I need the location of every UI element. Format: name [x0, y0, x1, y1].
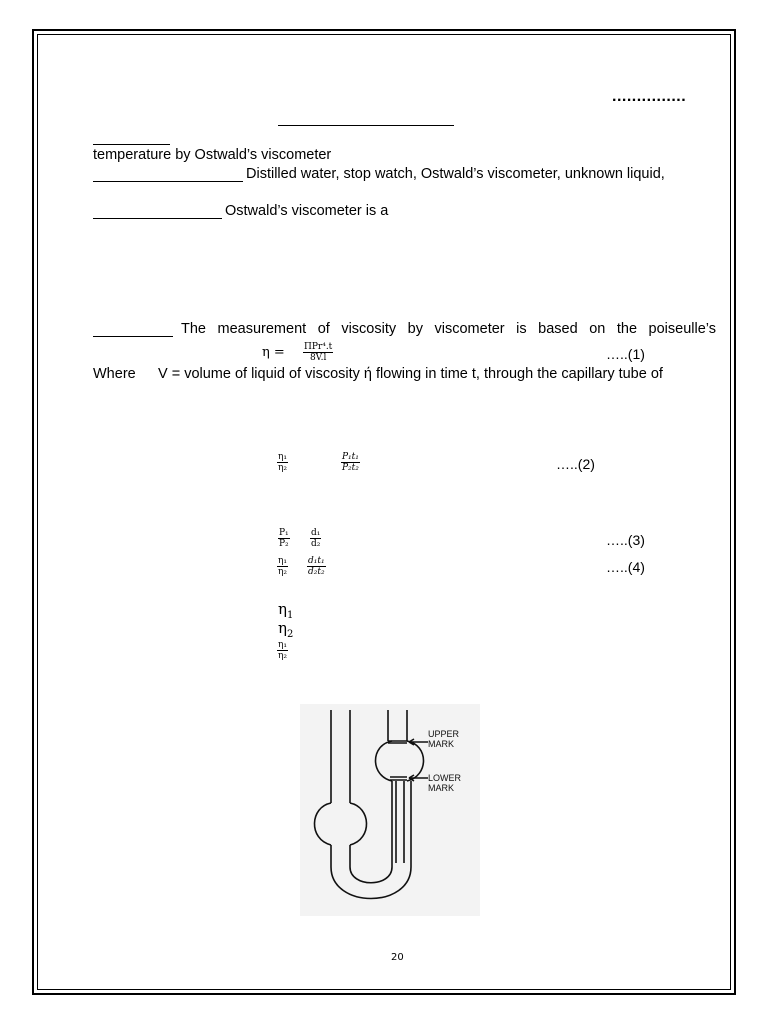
- requirements-heading-blank: [93, 181, 243, 182]
- eq3-lhs-den: P₂: [279, 539, 289, 549]
- eta2-char: η: [278, 619, 287, 637]
- eq2-lhs-den: η₂: [278, 463, 287, 473]
- eq2-rhs-fraction: [341, 452, 360, 473]
- eq4-lhs-num: η₁: [278, 556, 287, 566]
- eq3-lhs-fraction: [278, 528, 290, 549]
- eq3-rhs-num: d₁: [311, 528, 321, 538]
- where-text: V = volume of liquid of viscosity ή flowing in time t, through the capillary tube of: [158, 366, 663, 382]
- eq4-label: …..(4): [606, 559, 645, 575]
- eq4-rhs-fraction: [307, 556, 326, 577]
- eq3-rhs-fraction: [310, 528, 321, 549]
- eq4-rhs-den: d₂t₂: [308, 567, 325, 577]
- lower-label-line1: LOWER: [428, 773, 462, 783]
- requirements-text: Distilled water, stop watch, Ostwald’s viscometer, unknown liquid,: [246, 166, 665, 182]
- eq2-rhs-num: P₁t₁: [342, 452, 359, 462]
- eq1-denominator: 8V.l: [309, 353, 327, 363]
- theory-heading-blank: [93, 336, 173, 337]
- eq3-rhs-den: d₂: [311, 539, 321, 549]
- description-text: Ostwald’s viscometer is a: [225, 203, 389, 219]
- eq2-lhs-fraction: [277, 452, 288, 473]
- eq4-rhs-num: d₁t₁: [308, 556, 325, 566]
- eta1-char: η: [278, 600, 287, 618]
- lower-label-line2: MARK: [428, 783, 455, 793]
- eq2-lhs-num: η₁: [278, 452, 287, 462]
- header-dots: ...............: [612, 88, 687, 105]
- page-number: 20: [391, 952, 404, 963]
- eq2-rhs-den: P₂t₂: [342, 463, 359, 473]
- eq1-fraction: [303, 342, 333, 363]
- eta-ratio-num: η₁: [278, 640, 287, 650]
- aim-text: temperature by Ostwald’s viscometer: [93, 147, 332, 163]
- eta1-subscript: 1: [287, 610, 294, 621]
- title-underline: [278, 125, 454, 126]
- theory-text: The measurement of viscosity by viscometer is based on the poiseulle’s: [181, 321, 716, 337]
- ostwald-viscometer-figure: [300, 704, 480, 916]
- eq3-lhs-num: P₁: [279, 528, 289, 538]
- aim-heading-blank: [93, 144, 170, 145]
- upper-label-line2: MARK: [428, 739, 455, 749]
- eq4-lhs-fraction: [277, 556, 288, 577]
- upper-label-line1: UPPER: [428, 729, 460, 739]
- eta2-subscript: 2: [287, 629, 294, 640]
- eta2-symbol: [278, 619, 293, 640]
- where-word: Where: [93, 366, 136, 382]
- eq2-label: …..(2): [556, 456, 595, 472]
- eq3-label: …..(3): [606, 532, 645, 548]
- description-heading-blank: [93, 218, 222, 219]
- eq1-numerator: ΠPr⁴.t: [304, 342, 333, 352]
- eq1-label: …..(1): [606, 346, 645, 362]
- eta-ratio-fraction: [277, 640, 288, 661]
- eq4-lhs-den: η₂: [278, 567, 287, 577]
- eq1-lhs: η =: [262, 345, 285, 360]
- eta1-symbol: [278, 600, 293, 621]
- eta-ratio-den: η₂: [278, 651, 287, 661]
